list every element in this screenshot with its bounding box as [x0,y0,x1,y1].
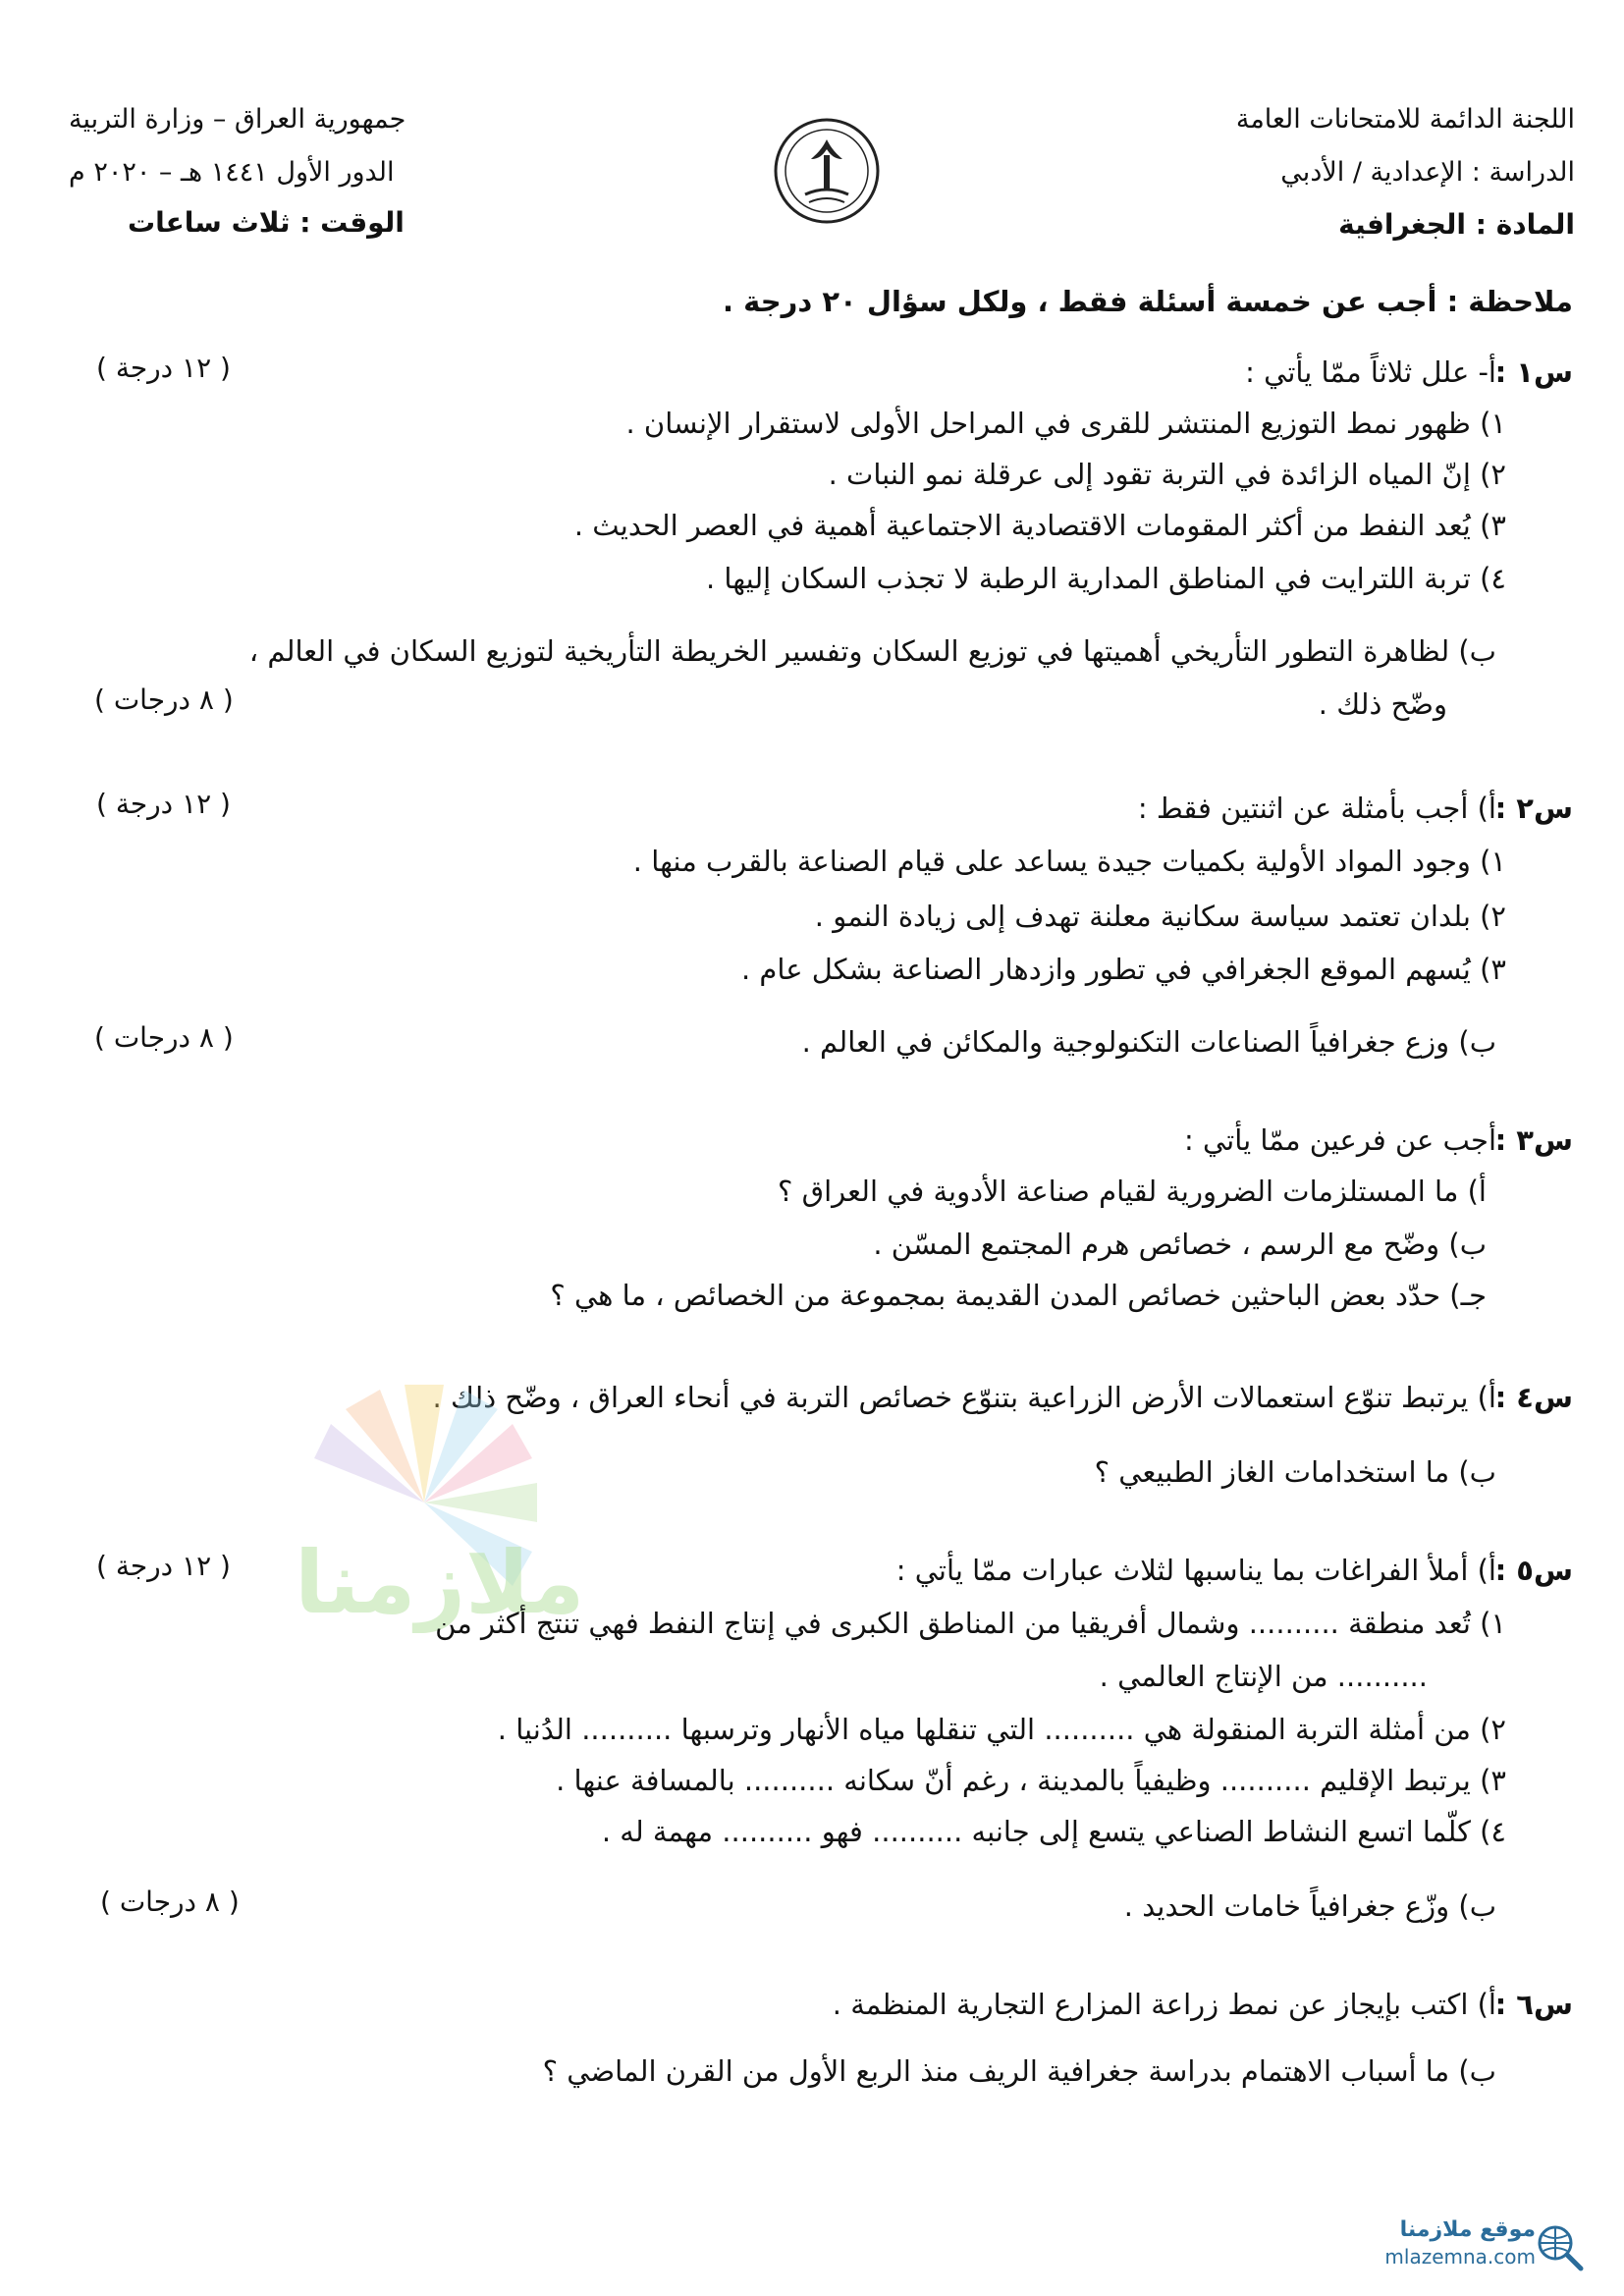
q2-a-intro: أ) أجب بأمثلة عن اثنتين فقط : [1137,792,1496,825]
q1-b-line-1: ب) لظاهرة التطور التأريخي أهميتها في توزيع السكان وتفسير الخريطة التأريخية لتوزيع السكان في العالم ، [248,634,1496,668]
q1-a-intro: أ- علل ثلاثاً ممّا يأتي : [1245,355,1496,389]
q5-a-item-4: ٤) كلّما اتسع النشاط الصناعي يتسع إلى جانبه .......... فهو .......... مهمة له . [601,1815,1506,1848]
q5-a-item-2: ٢) من أمثلة التربة المنقولة هي .......... التي تنقلها مياه الأنهار وترسبها .......... الدُنيا . [497,1713,1506,1746]
q6-a: أ) اكتب بإيجاز عن نمط زراعة المزارع التجارية المنظمة . [832,1988,1496,2021]
q3-item-a: أ) ما المستلزمات الضرورية لقيام صناعة الأدوية في العراق ؟ [777,1175,1487,1208]
q1-label: س١ : [1494,355,1573,389]
q2-b-line-1: ب) وزع جغرافياً الصناعات التكنولوجية والمكائن في العالم . [801,1025,1496,1059]
q2-a-item-2: ٢) بلدان تعتمد سياسة سكانية معلنة تهدف إلى زيادة النمو . [814,900,1506,933]
q3-label: س٣ : [1494,1123,1573,1157]
q1-a-item-3: ٣) يُعد النفط من أكثر المقومات الاقتصادية الاجتماعية أهمية في العصر الحديث . [573,509,1506,542]
subject-name: المادة : الجغرافية [1338,208,1575,241]
q5-a-intro: أ) أملأ الفراغات بما يناسبها لثلاث عبارات ممّا يأتي : [895,1554,1496,1587]
q5-a-item-1-line-1: ١) تُعد منطقة .......... وشمال أفريقيا من المناطق الكبرى في إنتاج النفط فهي تنتج أكثر من [435,1607,1506,1640]
q1-a-item-2: ٢) إنّ المياه الزائدة في التربة تقود إلى عرقلة نمو النبات . [828,458,1506,491]
q1-a-marks: ( ١٢ درجة ) [96,352,231,384]
q4-a: أ) يرتبط تنوّع استعمالات الأرض الزراعية بتنوّع خصائص التربة في أنحاء العراق ، وضّح ذلك . [432,1381,1496,1414]
q2-b-marks: ( ٨ درجات ) [94,1021,234,1054]
study-stream: الدراسة : الإعدادية / الأدبي [1280,157,1575,188]
q2-label: س٢ : [1494,792,1573,825]
q1-a-item-1: ١) ظهور نمط التوزيع المنتشر للقرى في المراحل الأولى لاستقرار الإنسان . [625,407,1506,440]
exam-round: الدور الأول ١٤٤١ هـ – ٢٠٢٠ م [69,157,395,188]
watermark-text: ملازمنا [295,1532,585,1633]
committee-name: اللجنة الدائمة للامتحانات العامة [1235,104,1575,135]
exam-time: الوقت : ثلاث ساعات [128,206,405,239]
globe-search-icon [1534,2221,1585,2272]
q1-b-marks: ( ٨ درجات ) [94,683,234,716]
q5-a-item-1-line-2: .......... من الإنتاج العالمي . [1099,1660,1428,1693]
q2-a-item-1: ١) وجود المواد الأولية بكميات جيدة يساعد على قيام الصناعة بالقرب منها . [632,845,1506,878]
q3-item-c: جـ) حدّد بعض الباحثين خصائص المدن القديمة بمجموعة من الخصائص ، ما هي ؟ [550,1279,1487,1312]
q5-label: س٥ : [1494,1554,1573,1587]
footer-site-arabic: موقع ملازمنا [1399,2217,1536,2242]
exam-note: ملاحظة : أجب عن خمسة أسئلة فقط ، ولكل سؤال ٢٠ درجة . [723,285,1573,318]
q5-a-item-3: ٣) يرتبط الإقليم .......... وظيفياً بالمدينة ، رغم أنّ سكانه .......... بالمسافة عنها . [556,1764,1506,1797]
q3-item-b: ب) وضّح مع الرسم ، خصائص هرم المجتمع المسّن . [873,1228,1487,1261]
q3-intro: أجب عن فرعين ممّا يأتي : [1184,1123,1496,1157]
q5-a-marks: ( ١٢ درجة ) [96,1550,231,1582]
q6-b: ب) ما أسباب الاهتمام بدراسة جغرافية الريف منذ الربع الأول من القرن الماضي ؟ [542,2054,1496,2088]
q6-label: س٦ : [1494,1988,1573,2021]
ministry-seal-icon [772,116,882,226]
footer-site-url[interactable]: mlazemna.com [1384,2245,1536,2269]
q1-b-line-2: وضّح ذلك . [1318,687,1447,721]
republic-ministry: جمهورية العراق – وزارة التربية [69,104,406,135]
q5-b-marks: ( ٨ درجات ) [100,1886,240,1918]
q4-b: ب) ما استخدامات الغاز الطبيعي ؟ [1094,1455,1496,1489]
q4-label: س٤ : [1494,1381,1573,1414]
q5-b-line-1: ب) وزّع جغرافياً خامات الحديد . [1123,1889,1496,1923]
q2-a-marks: ( ١٢ درجة ) [96,788,231,820]
q2-a-item-3: ٣) يُسهم الموقع الجغرافي في تطور وازدهار الصناعة بشكل عام . [740,953,1506,986]
q1-a-item-4: ٤) تربة اللترايت في المناطق المدارية الرطبة لا تجذب السكان إليها . [705,562,1506,595]
